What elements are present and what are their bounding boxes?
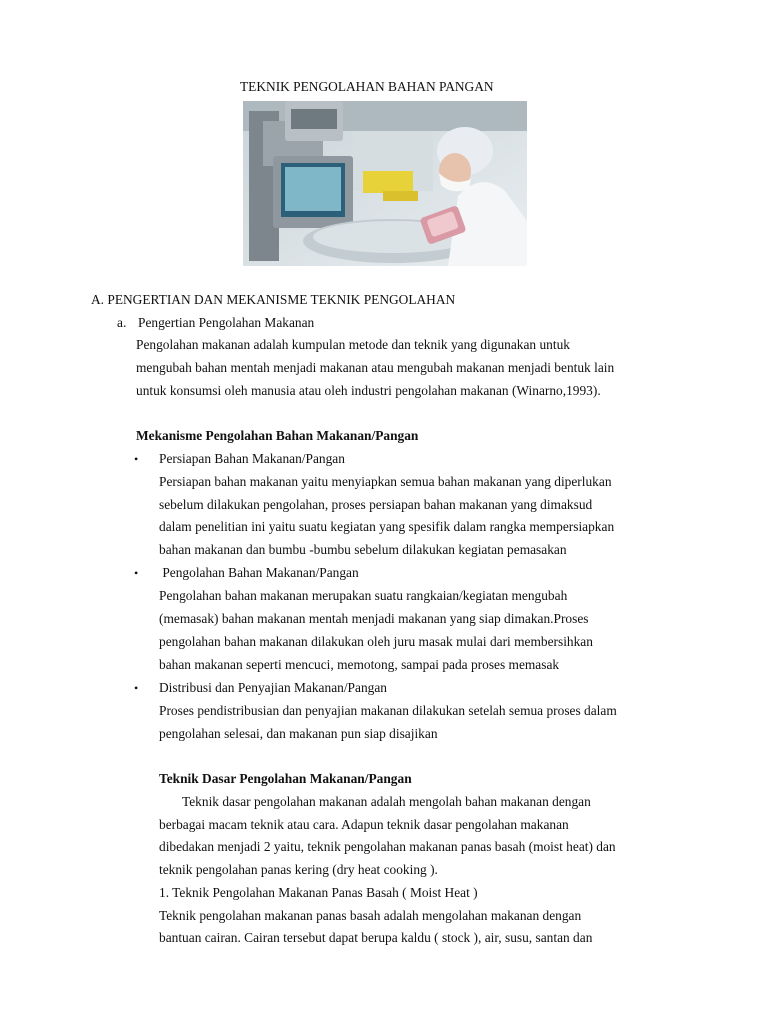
paragraph-line: untuk konsumsi oleh manusia atau oleh industri pengolahan makanan (Winarno,1993). — [136, 383, 601, 398]
paragraph-line: Pengolahan makanan adalah kumpulan metode dan teknik yang digunakan untuk — [136, 337, 570, 352]
paragraph-line: Pengolahan bahan makanan merupakan suatu rangkaian/kegiatan mengubah — [159, 588, 568, 603]
bullet-icon: • — [134, 566, 139, 580]
subsection-a-title: Pengertian Pengolahan Makanan — [138, 315, 315, 330]
paragraph-line: dalam penelitian ini yaitu suatu kegiatan yang spesifik dalam rangka mempersiapkan — [159, 519, 615, 534]
bullet-icon: • — [134, 452, 139, 466]
teknik-dasar-heading: Teknik Dasar Pengolahan Makanan/Pangan — [159, 771, 412, 786]
paragraph-line: Persiapan bahan makanan yaitu menyiapkan semua bahan makanan yang diperlukan — [159, 474, 612, 489]
paragraph-line: (memasak) bahan makanan mentah menjadi makanan yang siap dimakan.Proses — [159, 611, 589, 626]
section-a-heading: A. PENGERTIAN DAN MEKANISME TEKNIK PENGOLAHAN — [91, 292, 456, 307]
paragraph-line: pengolahan bahan makanan dilakukan oleh juru masak mulai dari membersihkan — [159, 634, 593, 649]
paragraph-line: berbagai macam teknik atau cara. Adapun teknik dasar pengolahan makanan — [159, 817, 569, 832]
paragraph-line: Teknik dasar pengolahan makanan adalah mengolah bahan makanan dengan — [182, 794, 591, 809]
bullet-title: Distribusi dan Penyajian Makanan/Pangan — [159, 680, 387, 695]
numbered-item-1: 1. Teknik Pengolahan Makanan Panas Basah ( Moist Heat ) — [159, 885, 478, 900]
document-title: TEKNIK PENGOLAHAN BAHAN PANGAN — [240, 79, 494, 94]
paragraph-line: Proses pendistribusian dan penyajian makanan dilakukan setelah semua proses dalam — [159, 703, 617, 718]
paragraph-line: teknik pengolahan panas kering (dry heat cooking ). — [159, 862, 438, 877]
paragraph-line: sebelum dilakukan pengolahan, proses persiapan bahan makanan yang dimaksud — [159, 497, 593, 512]
paragraph-line: bahan makanan seperti mencuci, memotong, sampai pada proses memasak — [159, 657, 560, 672]
bullet-title: Pengolahan Bahan Makanan/Pangan — [159, 565, 359, 580]
factory-worker-photo-icon — [243, 101, 527, 266]
paragraph-line: mengubah bahan mentah menjadi makanan atau mengubah makanan menjadi bentuk lain — [136, 360, 615, 375]
mekanisme-heading: Mekanisme Pengolahan Bahan Makanan/Pangan — [136, 428, 419, 443]
subsection-a-marker: a. — [117, 315, 127, 330]
paragraph-line: dibedakan menjadi 2 yaitu, teknik pengolahan makanan panas basah (moist heat) dan — [159, 839, 616, 854]
bullet-title: Persiapan Bahan Makanan/Pangan — [159, 451, 345, 466]
paragraph-line: bahan makanan dan bumbu -bumbu sebelum dilakukan kegiatan pemasakan — [159, 542, 567, 557]
food-processing-photo — [243, 101, 527, 266]
paragraph-line: bantuan cairan. Cairan tersebut dapat berupa kaldu ( stock ), air, susu, santan dan — [159, 930, 593, 945]
bullet-icon: • — [134, 681, 139, 695]
paragraph-line: pengolahan selesai, dan makanan pun siap disajikan — [159, 726, 438, 741]
paragraph-line: Teknik pengolahan makanan panas basah adalah mengolahan makanan dengan — [159, 908, 582, 923]
